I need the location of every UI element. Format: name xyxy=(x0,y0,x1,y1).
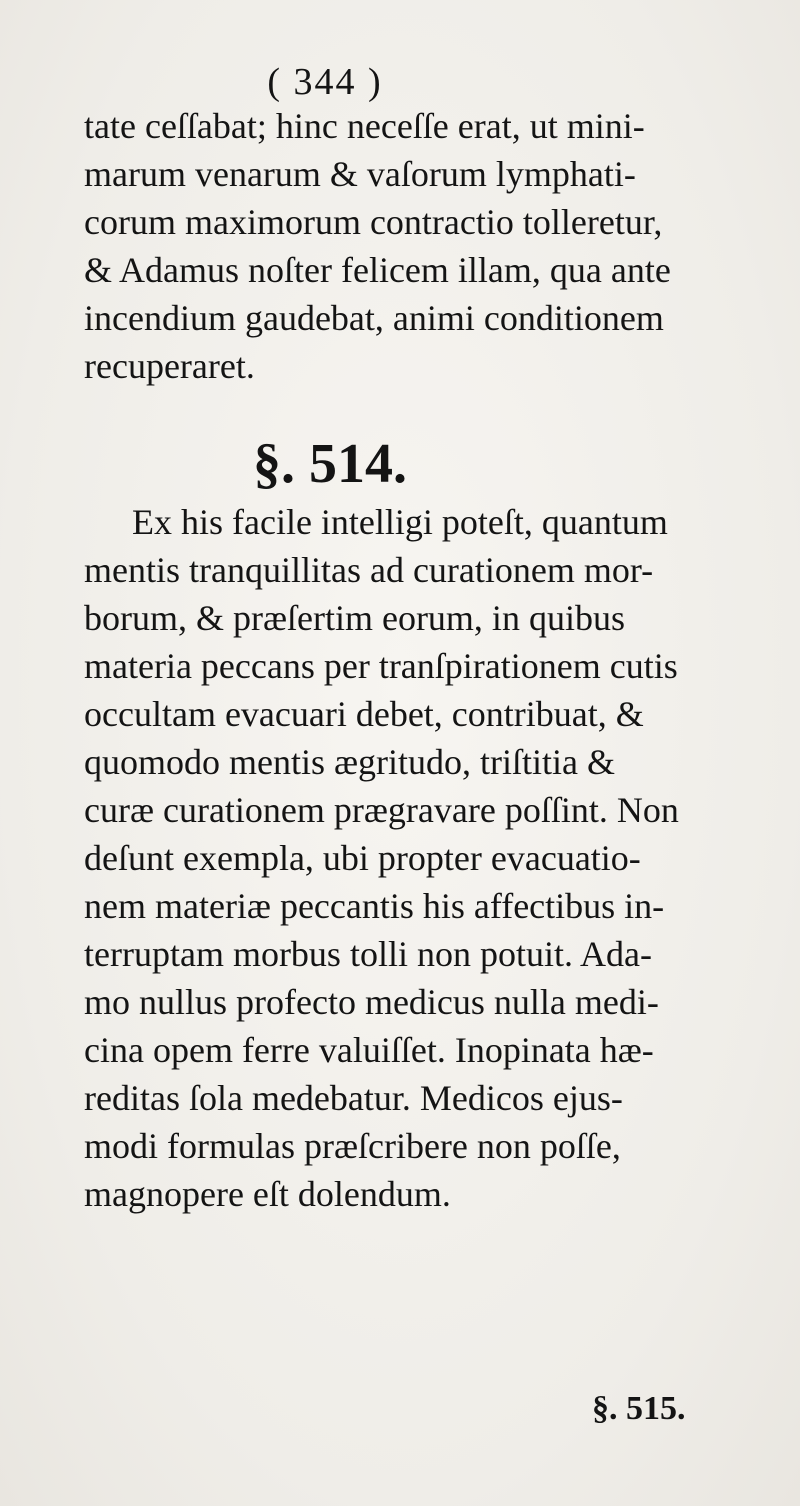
text-line: reditas ſola medebatur. Medicos ejus- xyxy=(84,1078,623,1118)
text-line: borum, & præſertim eorum, in quibus xyxy=(84,598,625,638)
text-line: corum maximorum contractio tolleretur, xyxy=(84,202,663,242)
text-line: deſunt exempla, ubi propter evacuatio- xyxy=(84,838,641,878)
text-line: materia peccans per tranſpirationem cutis xyxy=(84,646,678,686)
page-number: ( 344 ) xyxy=(267,61,383,103)
text-line: occultam evacuari debet, contribuat, & xyxy=(84,694,644,734)
text-line: cina opem ferre valuiſſet. Inopinata hæ- xyxy=(84,1030,654,1070)
text-line: Ex his facile intelligi poteſt, quantum xyxy=(132,502,668,542)
text-line: terruptam morbus tolli non potuit. Ada- xyxy=(84,934,652,974)
text-line: mentis tranquillitas ad curationem mor- xyxy=(84,550,654,590)
text-line: & Adamus noſter felicem illam, qua ante xyxy=(84,250,671,290)
text-line: curæ curationem prægravare poſſint. Non xyxy=(84,790,679,830)
text-line: quomodo mentis ægritudo, triſtitia & xyxy=(84,742,615,782)
text-line: marum venarum & vaſorum lymphati- xyxy=(84,154,636,194)
text-line: tate ceſſabat; hinc neceſſe erat, ut mini- xyxy=(84,106,645,146)
text-line: mo nullus profecto medicus nulla medi- xyxy=(84,982,659,1022)
catchword: §. 515. xyxy=(592,1390,686,1427)
text-line: recuperaret. xyxy=(84,346,255,386)
text-line: nem materiæ peccantis his affectibus in- xyxy=(84,886,665,926)
text-line: incendium gaudebat, animi conditionem xyxy=(84,298,664,338)
text-line: magnopere eſt dolendum. xyxy=(84,1174,451,1214)
section-heading: §. 514. xyxy=(253,433,407,495)
text-line: modi formulas præſcribere non poſſe, xyxy=(84,1126,621,1166)
